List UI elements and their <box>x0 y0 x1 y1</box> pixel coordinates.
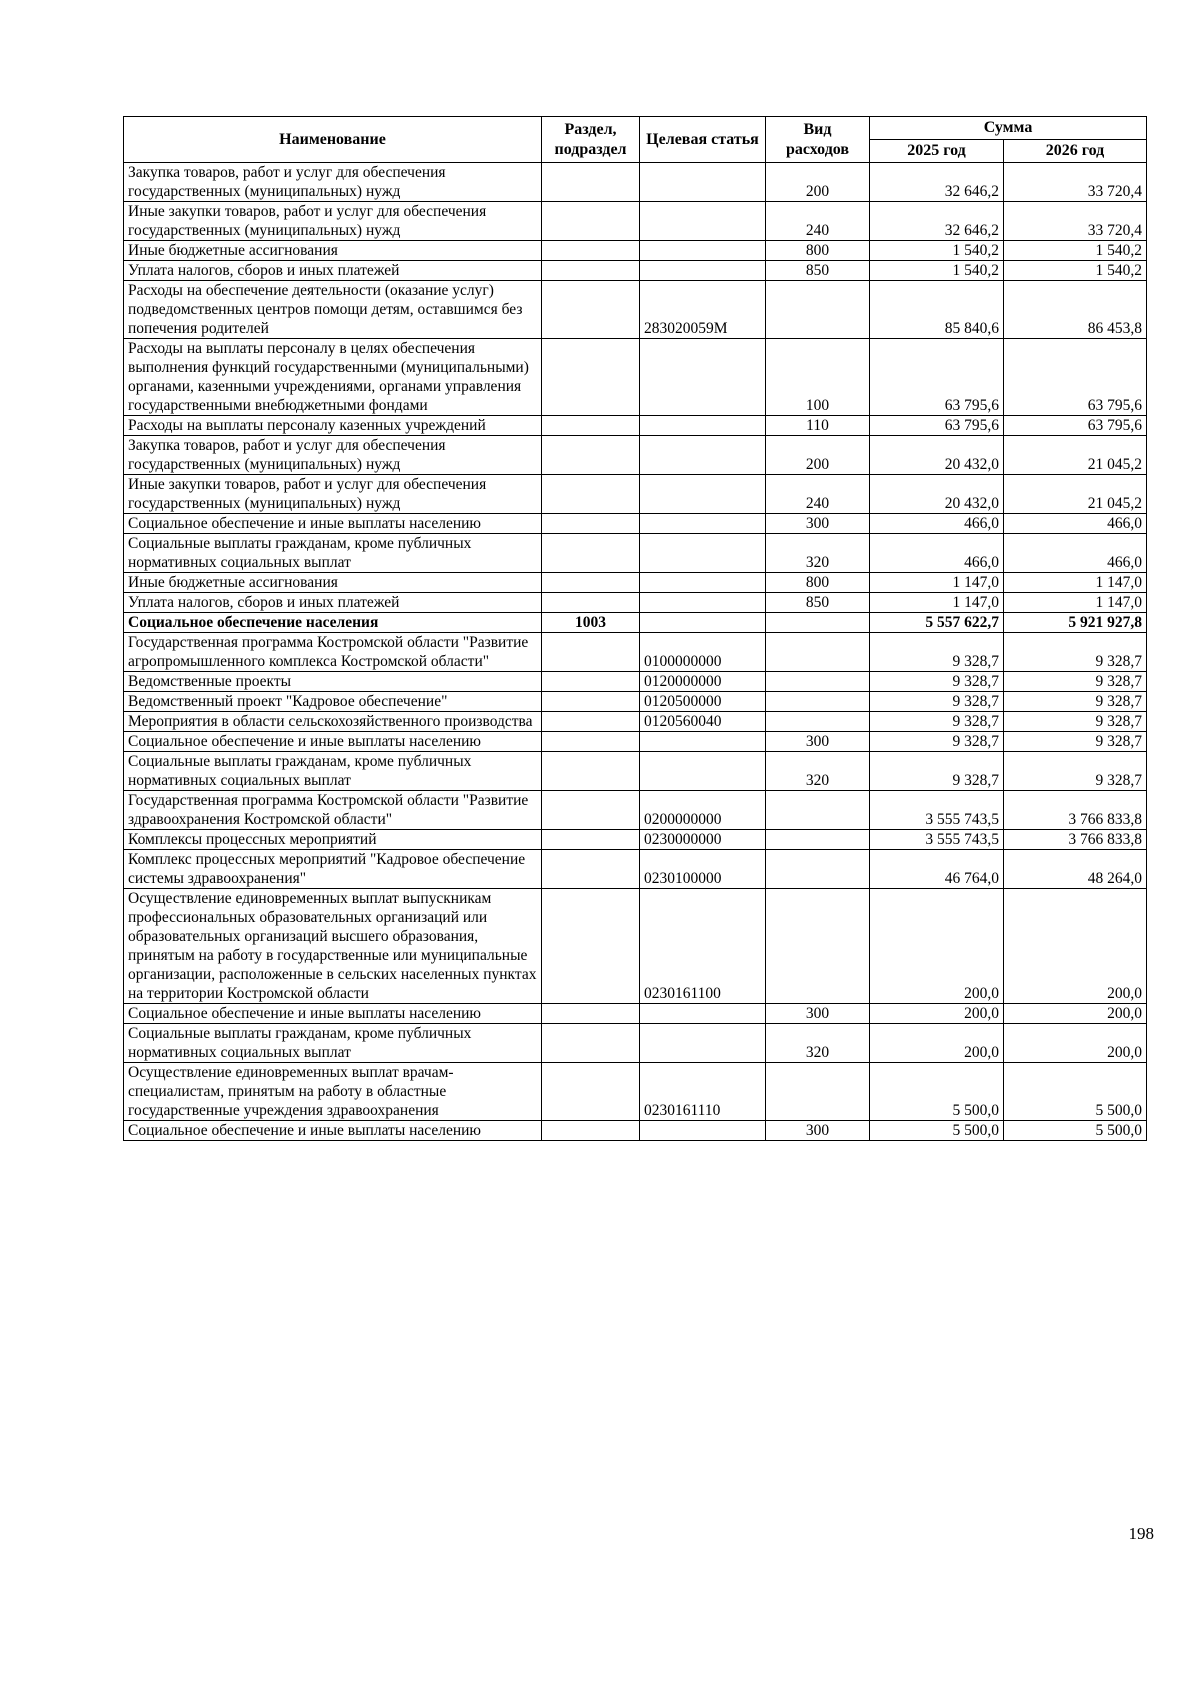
cell-type: 320 <box>766 752 870 791</box>
cell-type: 850 <box>766 261 870 281</box>
cell-y2025: 9 328,7 <box>870 752 1004 791</box>
table-row <box>124 633 1147 672</box>
cell-type <box>766 672 870 692</box>
cell-type <box>766 1063 870 1121</box>
cell-name: Социальное обеспечение и иные выплаты населению <box>124 1121 542 1141</box>
cell-article <box>640 1024 766 1063</box>
cell-type: 240 <box>766 475 870 514</box>
cell-name: Социальное обеспечение и иные выплаты населению <box>124 1004 542 1024</box>
cell-section <box>542 241 640 261</box>
cell-y2025: 3 555 743,5 <box>870 830 1004 850</box>
cell-type <box>766 281 870 339</box>
cell-name: Социальные выплаты гражданам, кроме публичных нормативных социальных выплат <box>124 534 542 573</box>
cell-y2026: 9 328,7 <box>1004 633 1147 672</box>
cell-type: 850 <box>766 593 870 613</box>
cell-section <box>542 633 640 672</box>
cell-y2026: 33 720,4 <box>1004 163 1147 202</box>
cell-name: Расходы на выплаты персоналу казенных учреждений <box>124 416 542 436</box>
cell-article: 0100000000 <box>640 633 766 672</box>
table-row <box>124 1004 1147 1024</box>
cell-y2025: 1 147,0 <box>870 573 1004 593</box>
table-row <box>124 752 1147 791</box>
cell-section <box>542 692 640 712</box>
table-row <box>124 850 1147 889</box>
cell-y2025: 9 328,7 <box>870 712 1004 732</box>
cell-section <box>542 573 640 593</box>
cell-article: 0230161110 <box>640 1063 766 1121</box>
cell-y2025: 20 432,0 <box>870 475 1004 514</box>
cell-name: Расходы на обеспечение деятельности (оказание услуг) подведомственных центров помощи детям, оставшимся без попечения родителей <box>124 281 542 339</box>
cell-type <box>766 889 870 1004</box>
cell-section <box>542 202 640 241</box>
cell-section <box>542 1004 640 1024</box>
cell-type: 300 <box>766 1121 870 1141</box>
cell-y2025: 63 795,6 <box>870 339 1004 416</box>
cell-name: Осуществление единовременных выплат выпускникам профессиональных образовательных организаций или образовательных организаций высшего образования, принятым на работу в государственные или муниципальные организации, расположенные в сельских населенных пунктах на территории Костромской области <box>124 889 542 1004</box>
cell-type: 320 <box>766 534 870 573</box>
cell-y2025: 32 646,2 <box>870 163 1004 202</box>
cell-name: Государственная программа Костромской области "Развитие здравоохранения Костромской области" <box>124 791 542 830</box>
cell-article <box>640 416 766 436</box>
cell-name: Ведомственный проект "Кадровое обеспечение" <box>124 692 542 712</box>
cell-y2025: 85 840,6 <box>870 281 1004 339</box>
header-year-2026: 2026 год <box>1004 140 1147 163</box>
cell-y2025: 5 500,0 <box>870 1063 1004 1121</box>
cell-type: 200 <box>766 163 870 202</box>
cell-y2026: 1 540,2 <box>1004 241 1147 261</box>
cell-article <box>640 339 766 416</box>
table-row <box>124 830 1147 850</box>
cell-article <box>640 261 766 281</box>
page-number: 198 <box>1128 1524 1154 1543</box>
cell-y2026: 86 453,8 <box>1004 281 1147 339</box>
cell-section <box>542 850 640 889</box>
cell-y2026: 21 045,2 <box>1004 436 1147 475</box>
cell-y2025: 1 540,2 <box>870 241 1004 261</box>
cell-name: Социальные выплаты гражданам, кроме публичных нормативных социальных выплат <box>124 1024 542 1063</box>
cell-y2025: 1 540,2 <box>870 261 1004 281</box>
table-row <box>124 339 1147 416</box>
cell-name: Государственная программа Костромской области "Развитие агропромышленного комплекса Костромской области" <box>124 633 542 672</box>
cell-y2025: 9 328,7 <box>870 692 1004 712</box>
cell-section <box>542 791 640 830</box>
cell-name: Расходы на выплаты персоналу в целях обеспечения выполнения функций государственными (муниципальными) органами, казенными учреждениями, органами управления государственными внебюджетными фондами <box>124 339 542 416</box>
cell-section <box>542 436 640 475</box>
cell-y2026: 9 328,7 <box>1004 712 1147 732</box>
cell-type: 800 <box>766 573 870 593</box>
cell-y2026: 63 795,6 <box>1004 339 1147 416</box>
cell-article <box>640 241 766 261</box>
cell-y2026: 3 766 833,8 <box>1004 791 1147 830</box>
cell-type: 800 <box>766 241 870 261</box>
cell-name: Ведомственные проекты <box>124 672 542 692</box>
cell-article: 0230000000 <box>640 830 766 850</box>
cell-article <box>640 163 766 202</box>
cell-article: 0120560040 <box>640 712 766 732</box>
cell-name: Иные закупки товаров, работ и услуг для обеспечения государственных (муниципальных) нужд <box>124 475 542 514</box>
table-row <box>124 1024 1147 1063</box>
cell-y2026: 1 540,2 <box>1004 261 1147 281</box>
cell-y2026: 21 045,2 <box>1004 475 1147 514</box>
table-row <box>124 593 1147 613</box>
cell-article <box>640 534 766 573</box>
cell-article <box>640 436 766 475</box>
cell-article <box>640 475 766 514</box>
cell-y2026: 200,0 <box>1004 1004 1147 1024</box>
table-row <box>124 791 1147 830</box>
cell-y2026: 63 795,6 <box>1004 416 1147 436</box>
header-article: Целевая статья <box>640 117 766 163</box>
cell-y2026: 200,0 <box>1004 889 1147 1004</box>
cell-section <box>542 830 640 850</box>
cell-section <box>542 593 640 613</box>
cell-name: Мероприятия в области сельскохозяйственного производства <box>124 712 542 732</box>
cell-section: 1003 <box>542 613 640 633</box>
cell-y2026: 48 264,0 <box>1004 850 1147 889</box>
cell-name: Уплата налогов, сборов и иных платежей <box>124 593 542 613</box>
table-body <box>124 163 1147 1141</box>
cell-type <box>766 791 870 830</box>
table-row <box>124 202 1147 241</box>
table-row <box>124 534 1147 573</box>
cell-y2025: 3 555 743,5 <box>870 791 1004 830</box>
cell-y2025: 9 328,7 <box>870 633 1004 672</box>
cell-name: Социальное обеспечение населения <box>124 613 542 633</box>
cell-type <box>766 850 870 889</box>
cell-name: Иные закупки товаров, работ и услуг для обеспечения государственных (муниципальных) нужд <box>124 202 542 241</box>
cell-y2025: 466,0 <box>870 534 1004 573</box>
cell-section <box>542 1063 640 1121</box>
cell-y2026: 33 720,4 <box>1004 202 1147 241</box>
budget-table <box>123 116 1147 1141</box>
cell-article <box>640 1004 766 1024</box>
cell-article <box>640 593 766 613</box>
cell-article <box>640 752 766 791</box>
header-name: Наименование <box>124 117 542 163</box>
cell-y2026: 5 921 927,8 <box>1004 613 1147 633</box>
cell-type: 300 <box>766 514 870 534</box>
cell-article <box>640 202 766 241</box>
cell-y2025: 63 795,6 <box>870 416 1004 436</box>
cell-section <box>542 889 640 1004</box>
cell-section <box>542 752 640 791</box>
cell-article: 0230100000 <box>640 850 766 889</box>
cell-name: Закупка товаров, работ и услуг для обеспечения государственных (муниципальных) нужд <box>124 436 542 475</box>
table-row <box>124 514 1147 534</box>
cell-article: 0120000000 <box>640 672 766 692</box>
cell-type: 300 <box>766 1004 870 1024</box>
cell-section <box>542 1121 640 1141</box>
cell-section <box>542 712 640 732</box>
table-row <box>124 475 1147 514</box>
cell-y2025: 200,0 <box>870 1024 1004 1063</box>
cell-y2025: 466,0 <box>870 514 1004 534</box>
cell-section <box>542 163 640 202</box>
table-row <box>124 672 1147 692</box>
cell-y2026: 3 766 833,8 <box>1004 830 1147 850</box>
cell-section <box>542 534 640 573</box>
table-row <box>124 1121 1147 1141</box>
cell-name: Иные бюджетные ассигнования <box>124 573 542 593</box>
cell-article: 283020059М <box>640 281 766 339</box>
cell-y2025: 5 557 622,7 <box>870 613 1004 633</box>
table-row <box>124 163 1147 202</box>
cell-name: Осуществление единовременных выплат врачам-специалистам, принятым на работу в областные государственные учреждения здравоохранения <box>124 1063 542 1121</box>
cell-y2026: 9 328,7 <box>1004 672 1147 692</box>
cell-y2026: 9 328,7 <box>1004 692 1147 712</box>
cell-y2026: 1 147,0 <box>1004 573 1147 593</box>
table-row <box>124 261 1147 281</box>
cell-y2025: 200,0 <box>870 889 1004 1004</box>
cell-section <box>542 416 640 436</box>
table-row <box>124 241 1147 261</box>
cell-name: Уплата налогов, сборов и иных платежей <box>124 261 542 281</box>
cell-name: Социальные выплаты гражданам, кроме публичных нормативных социальных выплат <box>124 752 542 791</box>
cell-section <box>542 1024 640 1063</box>
cell-y2025: 9 328,7 <box>870 672 1004 692</box>
table-row <box>124 692 1147 712</box>
cell-section <box>542 732 640 752</box>
cell-name: Социальное обеспечение и иные выплаты населению <box>124 732 542 752</box>
cell-type: 300 <box>766 732 870 752</box>
cell-type: 320 <box>766 1024 870 1063</box>
cell-type: 110 <box>766 416 870 436</box>
cell-y2026: 9 328,7 <box>1004 752 1147 791</box>
cell-y2026: 466,0 <box>1004 514 1147 534</box>
cell-article: 0230161100 <box>640 889 766 1004</box>
cell-name: Комплексы процессных мероприятий <box>124 830 542 850</box>
cell-type <box>766 633 870 672</box>
table-row <box>124 732 1147 752</box>
cell-type <box>766 613 870 633</box>
cell-type <box>766 692 870 712</box>
cell-name: Социальное обеспечение и иные выплаты населению <box>124 514 542 534</box>
cell-y2025: 200,0 <box>870 1004 1004 1024</box>
cell-section <box>542 339 640 416</box>
cell-name: Иные бюджетные ассигнования <box>124 241 542 261</box>
cell-y2025: 32 646,2 <box>870 202 1004 241</box>
cell-section <box>542 261 640 281</box>
cell-y2026: 200,0 <box>1004 1024 1147 1063</box>
table-row <box>124 416 1147 436</box>
cell-type: 200 <box>766 436 870 475</box>
table-row <box>124 889 1147 1004</box>
cell-y2025: 5 500,0 <box>870 1121 1004 1141</box>
cell-section <box>542 672 640 692</box>
cell-type <box>766 830 870 850</box>
cell-type: 100 <box>766 339 870 416</box>
cell-type: 240 <box>766 202 870 241</box>
cell-section <box>542 281 640 339</box>
table-row <box>124 436 1147 475</box>
cell-y2025: 1 147,0 <box>870 593 1004 613</box>
cell-article <box>640 1121 766 1141</box>
table-row <box>124 613 1147 633</box>
cell-article: 0120500000 <box>640 692 766 712</box>
header-expense-type: Вид расходов <box>766 117 870 163</box>
cell-article: 0200000000 <box>640 791 766 830</box>
cell-y2025: 20 432,0 <box>870 436 1004 475</box>
cell-y2026: 5 500,0 <box>1004 1121 1147 1141</box>
cell-y2026: 1 147,0 <box>1004 593 1147 613</box>
cell-name: Комплекс процессных мероприятий "Кадровое обеспечение системы здравоохранения" <box>124 850 542 889</box>
header-sum: Сумма <box>870 117 1147 140</box>
table-row <box>124 712 1147 732</box>
cell-article <box>640 573 766 593</box>
cell-section <box>542 514 640 534</box>
header-section: Раздел, подраздел <box>542 117 640 163</box>
table-row <box>124 281 1147 339</box>
cell-name: Закупка товаров, работ и услуг для обеспечения государственных (муниципальных) нужд <box>124 163 542 202</box>
cell-y2026: 9 328,7 <box>1004 732 1147 752</box>
cell-y2026: 466,0 <box>1004 534 1147 573</box>
header-year-2025: 2025 год <box>870 140 1004 163</box>
cell-y2025: 46 764,0 <box>870 850 1004 889</box>
cell-article <box>640 613 766 633</box>
cell-y2026: 5 500,0 <box>1004 1063 1147 1121</box>
cell-article <box>640 514 766 534</box>
cell-type <box>766 712 870 732</box>
cell-article <box>640 732 766 752</box>
cell-y2025: 9 328,7 <box>870 732 1004 752</box>
cell-section <box>542 475 640 514</box>
table-row <box>124 1063 1147 1121</box>
table-row <box>124 573 1147 593</box>
